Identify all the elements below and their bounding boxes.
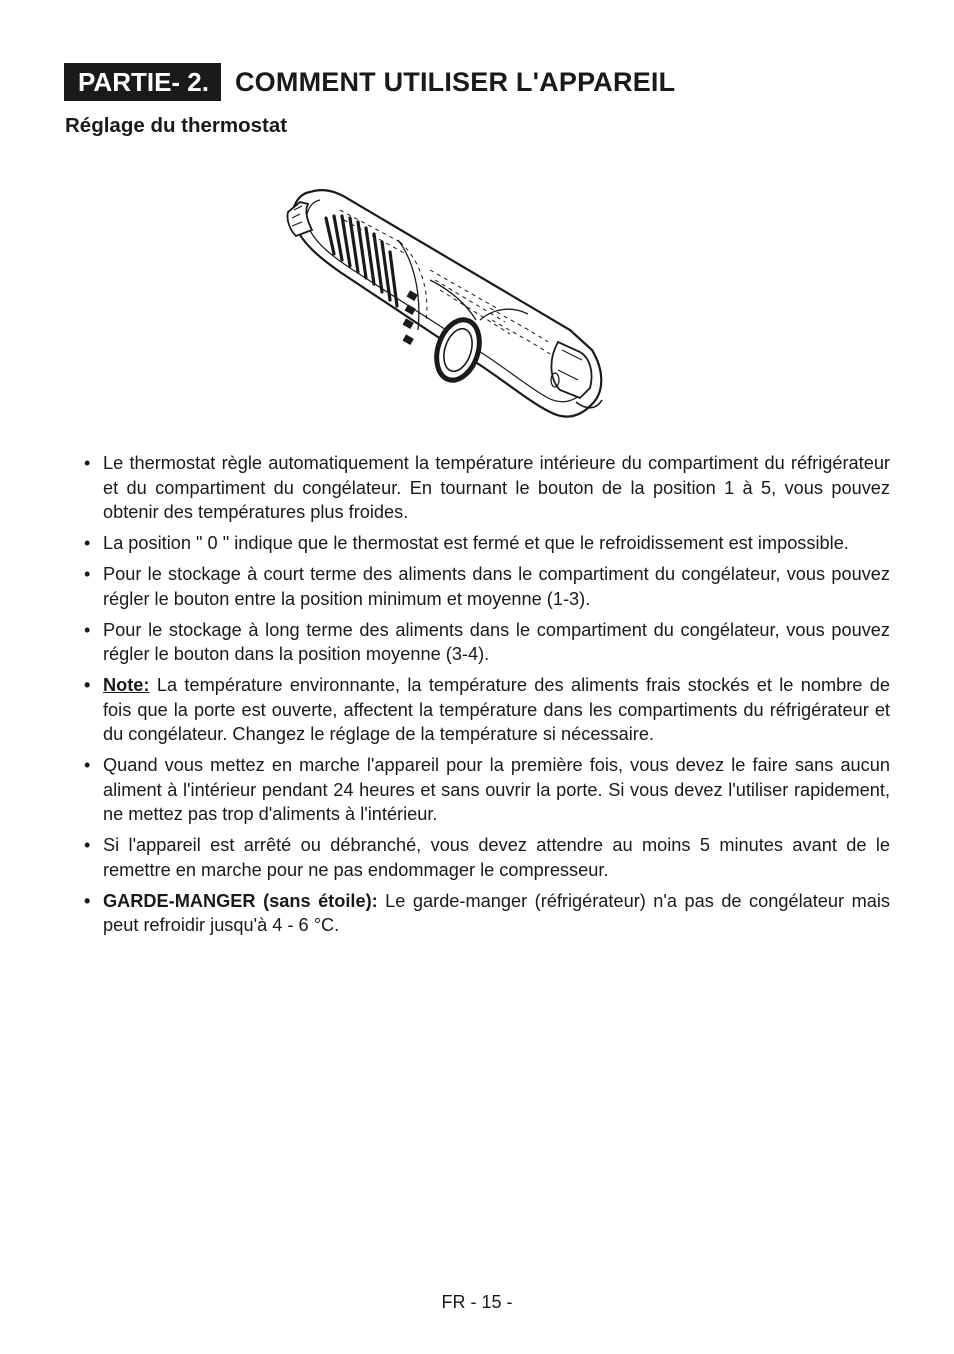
thermostat-illustration bbox=[280, 180, 610, 430]
list-item bbox=[80, 562, 890, 611]
list-item bbox=[80, 833, 890, 882]
list-item-text: Le thermostat règle automatiquement la température intérieure du compartiment du réfrigérateur et du compartiment du congélateur. En tournant le bouton de la position 1 à 5, vous pouvez obtenir des températures plus froides. bbox=[103, 453, 890, 522]
list-item bbox=[80, 531, 890, 556]
list-item-text: Pour le stockage à long terme des aliments dans le compartiment du congélateur, vous pouvez régler le bouton dans la position moyenne (3-4). bbox=[103, 619, 890, 664]
bullet-symbol: • bbox=[84, 533, 91, 553]
note-label: Note: bbox=[103, 675, 150, 695]
list-item-pantry bbox=[80, 889, 890, 938]
list-item bbox=[80, 753, 890, 827]
list-item-note bbox=[80, 673, 890, 747]
bullet-symbol: • bbox=[84, 675, 91, 695]
list-item-text: Pour le stockage à court terme des aliments dans le compartiment du congélateur, vous pouvez régler le bouton entre la position minimum et moyenne (1-3). bbox=[103, 564, 890, 609]
list-item-text: Le garde-manger (réfrigérateur) n'a pas de congélateur mais peut refroidir jusqu'à 4 - 6 °C. bbox=[103, 890, 890, 935]
instruction-list bbox=[80, 451, 890, 944]
list-item-text: La température environnante, la température des aliments frais stockés et le nombre de fois que la porte est ouverte, affectent la température dans les compartiments du réfrigérateur et du congélateur. Changez le réglage de la température si nécessaire. bbox=[103, 675, 890, 744]
bullet-symbol: • bbox=[84, 453, 91, 473]
list-item bbox=[80, 451, 890, 525]
page-title: COMMENT UTILISER L'APPAREIL bbox=[234, 66, 676, 97]
list-item-text: La position " 0 " indique que le thermostat est fermé et que le refroidissement est impossible. bbox=[103, 533, 849, 553]
list-item-text: Si l'appareil est arrêté ou débranché, vous devez attendre au moins 5 minutes avant de le remettre en marche pour ne pas endommager le compresseur. bbox=[103, 835, 890, 880]
bullet-symbol: • bbox=[84, 619, 91, 640]
bullet-symbol: • bbox=[84, 835, 91, 855]
section-header bbox=[64, 63, 675, 101]
thermostat-knob-icon bbox=[280, 180, 610, 430]
list-item-text: Quand vous mettez en marche l'appareil pour la première fois, vous devez le faire sans aucun aliment à l'intérieur pendant 24 heures et sans ouvrir la porte. Si vous devez l'utiliser rapidement, ne mettez pas trop d'aliments à l'intérieur. bbox=[103, 755, 890, 824]
page-number: FR - 15 - bbox=[441, 1292, 513, 1312]
section-subtitle: Réglage du thermostat bbox=[65, 114, 288, 137]
bullet-symbol: • bbox=[84, 890, 91, 911]
bullet-symbol: • bbox=[84, 755, 91, 775]
bullet-symbol: • bbox=[84, 564, 91, 584]
part-badge: PARTIE- 2. bbox=[64, 63, 221, 101]
pantry-label: GARDE-MANGER (sans étoile): bbox=[103, 890, 378, 911]
list-item bbox=[80, 618, 890, 667]
